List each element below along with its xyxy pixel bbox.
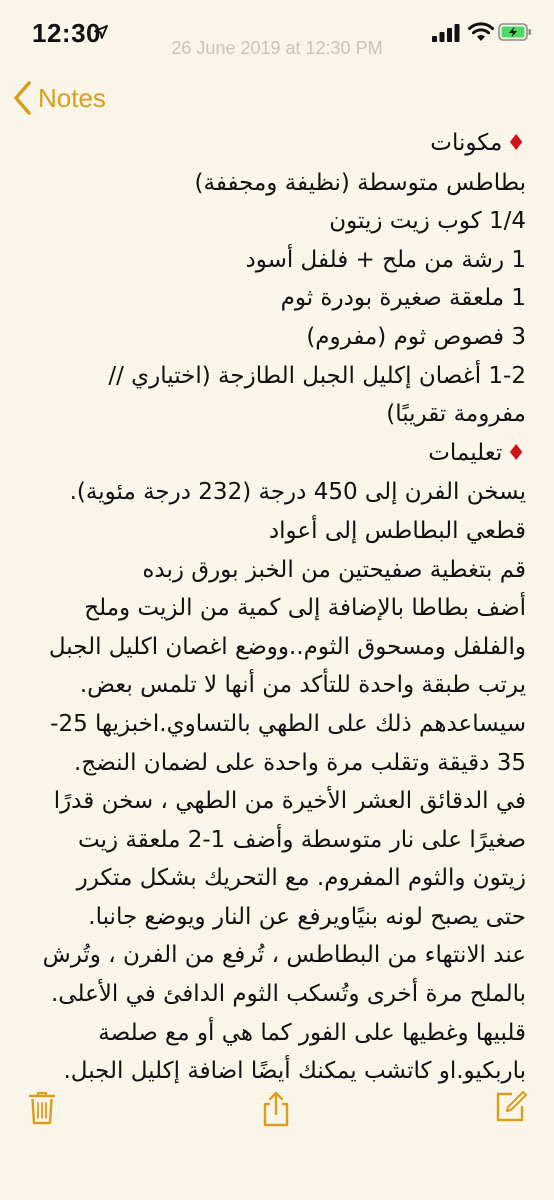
instruction-line: 35 دقيقة وتقلب مرة واحدة على لضمان النضج. (74, 749, 526, 776)
ingredient-line: بطاطس متوسطة (نظيفة ومجففة) (194, 169, 526, 196)
instruction-line: سيساعدهم ذلك على الطهي بالتساوي.اخبزيها 25- (50, 710, 526, 737)
instructions-heading (20, 434, 526, 474)
ingredient-line: 1 رشة من ملح + فلفل أسود (245, 246, 526, 273)
instruction-line: صغيرًا على نار متوسطة وأضف 1-2 ملعقة زيت (78, 826, 526, 853)
instructions-heading-text: تعليمات (428, 439, 503, 466)
instruction-line: بالملح مرة أخرى وتُسكب الثوم الدافئ في الأعلى. (50, 981, 526, 1008)
ingredients-heading (20, 124, 526, 164)
back-to-notes-button[interactable] (12, 78, 106, 118)
chevron-left-icon (12, 80, 34, 116)
instruction-line: حتى يصبح لونه بنيًاويرفع عن النار ويوضع جانبا. (88, 903, 526, 930)
instruction-line: قم بتغطية صفيحتين من الخبز بورق زبده (142, 556, 526, 583)
compose-note-button[interactable] (494, 1090, 528, 1128)
instruction-line: في الدقائق العشر الأخيرة من الطهي ، سخن قدرًا (53, 788, 526, 815)
home-indicator-area (0, 1160, 554, 1200)
note-body[interactable] (20, 124, 526, 1091)
share-button[interactable] (261, 1090, 291, 1132)
trash-icon (28, 1090, 56, 1126)
ingredients-heading-text: مكونات (430, 130, 503, 156)
instruction-line: يرتب طبقة واحدة للتأكد من أنها لا تلمس بعض. (79, 672, 526, 699)
ingredient-line: 1 ملعقة صغيرة بودرة ثوم (280, 285, 526, 312)
delete-note-button[interactable] (28, 1090, 56, 1130)
status-bar (0, 0, 554, 62)
instruction-line: عند الانتهاء من البطاطس ، تُرفع من الفرن ، وتُرش (42, 942, 526, 969)
red-diamond-icon: ♦ (506, 131, 526, 156)
bottom-toolbar (0, 1090, 554, 1150)
instruction-line: والفلفل ومسحوق الثوم..ووضع اغصان اكليل الجبل (48, 633, 526, 660)
compose-icon (494, 1090, 528, 1124)
instruction-line: يسخن الفرن إلى 450 درجة (232 درجة مئوية). (69, 479, 526, 506)
ingredient-line: مفرومة تقريبًا) (386, 401, 526, 428)
ingredient-line: 1/4 كوب زيت زيتون (329, 208, 526, 235)
note-date: 26 June 2019 at 12:30 PM (171, 38, 383, 58)
back-button-label: Notes (38, 82, 106, 113)
instruction-line: قلبيها وغطيها على الفور كما هي أو مع صلصة (98, 1019, 526, 1046)
instruction-line: أضف بطاطا بالإضافة إلى كمية من الزيت وملح (84, 595, 526, 622)
location-arrow-icon (94, 25, 108, 39)
red-diamond-icon: ♦ (506, 440, 526, 466)
share-icon (261, 1090, 291, 1128)
ingredient-line: 3 فصوص ثوم (مفروم) (306, 323, 526, 350)
instruction-line: باربكيو.او كاتشب يمكنك أيضًا اضافة إكليل الجبل. (63, 1058, 526, 1085)
instruction-line: قطعي البطاطس إلى أعواد (268, 517, 526, 544)
instruction-line: زيتون والثوم المفروم. مع التحريك بشكل متكرر (76, 865, 526, 892)
status-time: 12:30 (32, 18, 101, 48)
ingredient-line: 1-2 أغصان إكليل الجبل الطازجة (اختياري // (108, 362, 526, 389)
